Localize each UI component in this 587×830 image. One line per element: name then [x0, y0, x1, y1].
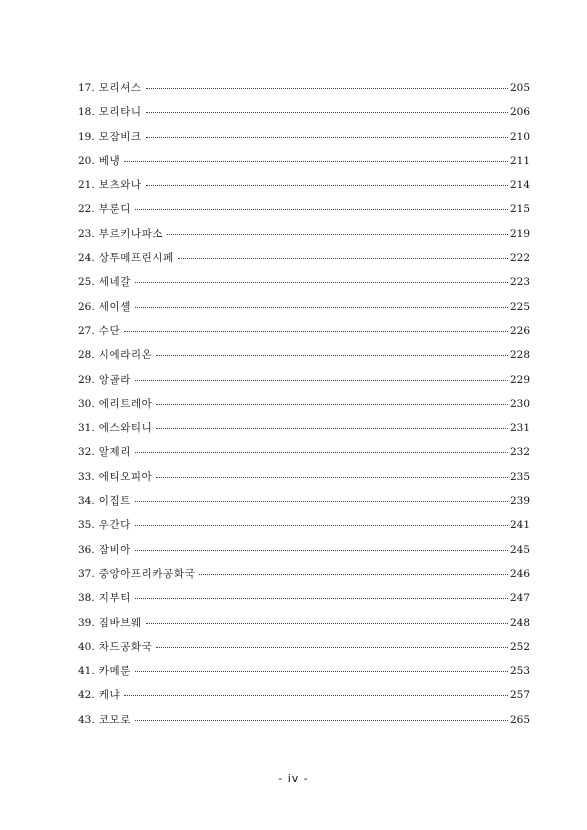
toc-entry[interactable]: [78, 517, 530, 541]
toc-entry-title: 우간다: [98, 519, 131, 532]
toc-entry-number: 39.: [78, 616, 95, 629]
toc-dot-leader: [146, 88, 508, 89]
toc-dot-leader: [146, 623, 508, 624]
toc-entry-page: 222: [509, 252, 530, 265]
toc-dot-leader: [124, 161, 508, 162]
toc-dot-leader: [135, 452, 508, 453]
toc-entry-page: 230: [509, 397, 530, 410]
toc-entry[interactable]: [78, 153, 530, 177]
toc-entry[interactable]: [78, 299, 530, 323]
toc-entry-page: 246: [509, 567, 530, 580]
toc-entry-number: 35.: [78, 519, 95, 532]
toc-entry-title: 부룬디: [98, 203, 131, 216]
toc-dot-leader: [135, 550, 508, 551]
toc-entry[interactable]: [78, 347, 530, 371]
toc-entry-number: 25.: [78, 276, 95, 289]
toc-entry-page: 232: [509, 446, 530, 459]
toc-entry-title: 앙골라: [98, 373, 131, 386]
toc-entry-page: 219: [509, 227, 530, 240]
toc-entry-page: 247: [509, 592, 530, 605]
toc-entry-number: 26.: [78, 300, 95, 313]
toc-entry[interactable]: [78, 129, 530, 153]
toc-entry-number: 19.: [78, 130, 95, 143]
toc-entry-title: 세네갈: [98, 276, 131, 289]
toc-entry-number: 27.: [78, 324, 95, 337]
toc-dot-leader: [178, 258, 508, 259]
toc-dot-leader: [146, 137, 508, 138]
toc-entry-number: 29.: [78, 373, 95, 386]
toc-entry[interactable]: [78, 226, 530, 250]
toc-entry-number: 23.: [78, 227, 95, 240]
toc-entry-number: 33.: [78, 470, 95, 483]
toc-entry[interactable]: [78, 712, 530, 736]
toc-entry-page: 229: [509, 373, 530, 386]
toc-entry-number: 17.: [78, 82, 95, 94]
toc-entry-page: 257: [509, 689, 530, 702]
toc-entry-page: 206: [509, 106, 530, 119]
table-of-contents: [78, 80, 530, 736]
toc-entry[interactable]: [78, 687, 530, 711]
toc-entry-number: 42.: [78, 689, 95, 702]
toc-entry[interactable]: [78, 493, 530, 517]
toc-entry-page: 235: [509, 470, 530, 483]
toc-entry-page: 225: [509, 300, 530, 313]
toc-dot-leader: [156, 404, 508, 405]
toc-entry[interactable]: [78, 396, 530, 420]
toc-entry-title: 베냉: [98, 154, 121, 167]
toc-entry-title: 모리셔스: [98, 82, 142, 94]
toc-entry-number: 43.: [78, 713, 95, 726]
toc-entry-page: 245: [509, 543, 530, 556]
toc-entry-number: 32.: [78, 446, 95, 459]
toc-entry-page: 228: [509, 349, 530, 362]
toc-dot-leader: [135, 501, 508, 502]
toc-dot-leader: [124, 695, 508, 696]
toc-entry-title: 코모로: [98, 713, 131, 726]
toc-entry[interactable]: [78, 420, 530, 444]
toc-dot-leader: [135, 209, 508, 210]
toc-entry-title: 지부티: [98, 592, 131, 605]
toc-dot-leader: [146, 185, 508, 186]
toc-dot-leader: [135, 307, 508, 308]
toc-entry-page: 210: [509, 130, 530, 143]
toc-entry-title: 시에라리온: [98, 349, 153, 362]
toc-entry-title: 부르키나파소: [98, 227, 164, 240]
toc-entry-number: 34.: [78, 495, 95, 508]
toc-entry-title: 중앙아프리카공화국: [98, 567, 196, 580]
toc-dot-leader: [156, 647, 508, 648]
toc-entry-page: 205: [509, 82, 530, 94]
toc-dot-leader: [156, 355, 508, 356]
toc-entry-title: 짐바브웨: [98, 616, 142, 629]
toc-entry[interactable]: [78, 372, 530, 396]
toc-dot-leader: [156, 477, 508, 478]
toc-dot-leader: [135, 598, 508, 599]
toc-entry[interactable]: [78, 201, 530, 225]
toc-entry[interactable]: [78, 444, 530, 468]
toc-dot-leader: [135, 671, 508, 672]
toc-entry[interactable]: [78, 80, 530, 104]
toc-dot-leader: [135, 282, 508, 283]
toc-entry-title: 잠비아: [98, 543, 131, 556]
toc-entry[interactable]: [78, 663, 530, 687]
toc-entry[interactable]: [78, 469, 530, 493]
toc-entry-title: 케냐: [98, 689, 121, 702]
toc-entry[interactable]: [78, 542, 530, 566]
toc-entry-title: 에리트레아: [98, 397, 153, 410]
toc-entry[interactable]: [78, 323, 530, 347]
toc-entry-title: 알제리: [98, 446, 131, 459]
toc-entry-number: 40.: [78, 640, 95, 653]
toc-entry-title: 차드공화국: [98, 640, 153, 653]
toc-entry-number: 37.: [78, 567, 95, 580]
toc-entry-title: 수단: [98, 324, 121, 337]
toc-entry-page: 231: [509, 422, 530, 435]
toc-entry-page: 252: [509, 640, 530, 653]
toc-entry-number: 41.: [78, 665, 95, 678]
toc-entry-title: 이집트: [98, 495, 131, 508]
toc-dot-leader: [135, 380, 508, 381]
toc-entry-page: 248: [509, 616, 530, 629]
toc-entry-number: 38.: [78, 592, 95, 605]
toc-dot-leader: [199, 574, 508, 575]
toc-entry[interactable]: [78, 566, 530, 590]
toc-entry-title: 모리타니: [98, 106, 142, 119]
toc-entry-page: 226: [509, 324, 530, 337]
toc-entry-page: 211: [509, 154, 530, 167]
toc-entry-page: 265: [509, 713, 530, 726]
toc-entry-title: 세이셸: [98, 300, 131, 313]
toc-dot-leader: [124, 331, 508, 332]
toc-entry-page: 214: [509, 179, 530, 192]
toc-entry[interactable]: [78, 615, 530, 639]
toc-entry-number: 24.: [78, 252, 95, 265]
toc-dot-leader: [146, 112, 508, 113]
toc-entry[interactable]: [78, 590, 530, 614]
toc-entry-page: 241: [509, 519, 530, 532]
toc-entry-page: 215: [509, 203, 530, 216]
toc-dot-leader: [156, 428, 508, 429]
toc-entry-title: 카메룬: [98, 665, 131, 678]
toc-entry-title: 에티오피아: [98, 470, 153, 483]
toc-entry-number: 18.: [78, 106, 95, 119]
toc-entry-number: 31.: [78, 422, 95, 435]
toc-entry[interactable]: [78, 639, 530, 663]
toc-entry[interactable]: [78, 274, 530, 298]
toc-dot-leader: [135, 525, 508, 526]
toc-dot-leader: [135, 720, 508, 721]
toc-entry-page: 223: [509, 276, 530, 289]
toc-entry-page: 239: [509, 495, 530, 508]
toc-entry-number: 28.: [78, 349, 95, 362]
toc-entry-number: 20.: [78, 154, 95, 167]
toc-dot-leader: [167, 234, 508, 235]
toc-entry-page: 253: [509, 665, 530, 678]
toc-entry-number: 21.: [78, 179, 95, 192]
toc-entry[interactable]: [78, 250, 530, 274]
toc-entry-number: 22.: [78, 203, 95, 216]
toc-entry[interactable]: [78, 177, 530, 201]
toc-entry-title: 상투메프린시페: [98, 252, 174, 265]
toc-entry-number: 30.: [78, 397, 95, 410]
toc-entry-title: 에스와티니: [98, 422, 153, 435]
toc-entry[interactable]: [78, 104, 530, 128]
toc-entry-title: 보츠와나: [98, 179, 142, 192]
toc-entry-title: 모잠비크: [98, 130, 142, 143]
toc-entry-number: 36.: [78, 543, 95, 556]
page-number-footer: - iv -: [278, 772, 309, 785]
